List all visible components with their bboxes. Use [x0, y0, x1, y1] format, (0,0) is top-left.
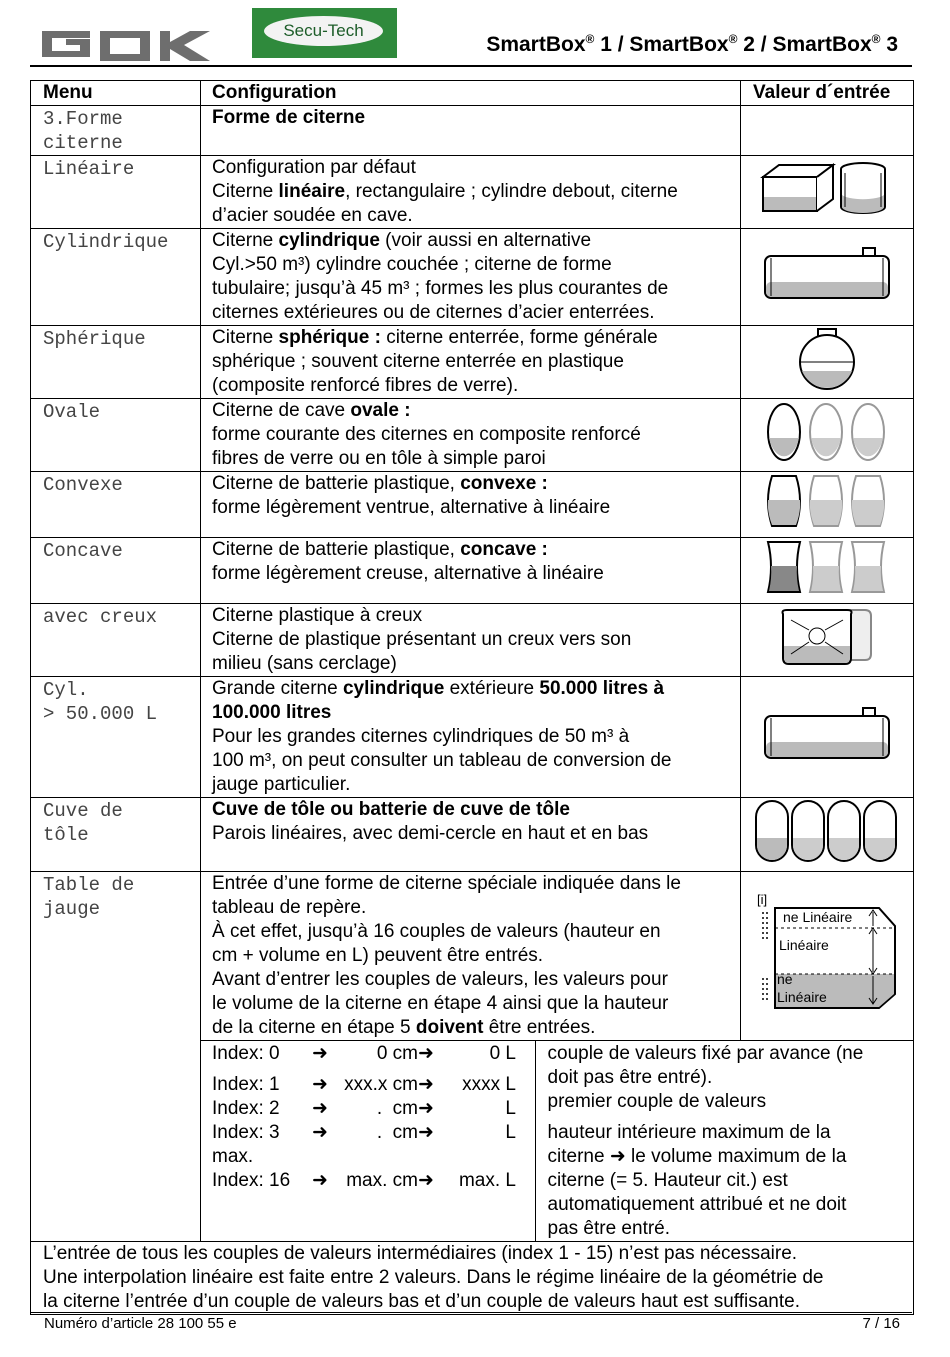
- table-row: [31, 399, 914, 472]
- secu-tech-logo: [252, 8, 397, 58]
- menu-cell: avec creux: [31, 604, 201, 677]
- secu-tech-logo-text: Secu-Tech: [264, 16, 383, 46]
- config-cell: Cuve de tôle ou batterie de cuve de tôle Parois linéaires, avec demi-cercle en haut et en bas: [201, 798, 741, 872]
- large-cylindrical-tank-icon: [757, 704, 897, 764]
- config-cell: Citerne de batterie plastique, convexe : forme légèrement ventrue, alternative à linéaire: [201, 472, 741, 538]
- value-cell: [741, 326, 914, 399]
- convex-tank-icon: [764, 472, 890, 530]
- value-cell: [741, 106, 914, 156]
- note-cell: L’entrée de tous les couples de valeurs intermédiaires (index 1 - 15) n’est pas nécessaire. Une interpolation linéaire est faite entre 2 valeurs. Dans le régime linéaire de la géométrie de la citerne l’entrée d’un couple de valeurs bas et d’un couple de valeurs haut est suffisante.: [31, 1242, 914, 1315]
- value-cell: [741, 156, 914, 229]
- table-row: [31, 798, 914, 872]
- gok-logo: [42, 27, 212, 61]
- index-entry: Index: 16 ➜ max. cm➜ max. L: [212, 1170, 516, 1191]
- config-cell: Citerne de batterie plastique, concave : forme légèrement creuse, alternative à linéaire: [201, 538, 741, 604]
- value-cell: [741, 472, 914, 538]
- index-entry: Index: 0 ➜ 0 cm➜ 0 L: [212, 1043, 516, 1064]
- svg-text:Linéaire: Linéaire: [777, 989, 827, 1005]
- index-list: [201, 1041, 535, 1241]
- config-cell: Grande citerne cylindrique extérieure 50.000 litres à 100.000 litres Pour les grandes citernes cylindriques de 50 m³ à 100 m³, on peut consulter un tableau de conversion de jauge particulier.: [201, 677, 741, 798]
- value-cell: [741, 798, 914, 872]
- info-icon: [i]: [757, 892, 768, 907]
- svg-text:ne: ne: [777, 971, 793, 987]
- menu-cell: Ovale: [31, 399, 201, 472]
- menu-cell: Sphérique: [31, 326, 201, 399]
- value-cell: [741, 872, 914, 1041]
- table-row: [31, 472, 914, 538]
- column-header-menu: Menu: [31, 81, 201, 106]
- config-cell: Configuration par défaut Citerne linéaire, rectangulaire ; cylindre debout, citerne d’acier soudée en cave.: [201, 156, 741, 229]
- table-row: [31, 538, 914, 604]
- concave-tank-icon: [764, 538, 890, 596]
- linear-tank-icon: [757, 159, 897, 219]
- table-row: [31, 677, 914, 798]
- footer-divider: [30, 1312, 912, 1313]
- article-number: Numéro d’article 28 100 55 e: [44, 1315, 237, 1332]
- oval-tank-icon: [764, 400, 890, 464]
- config-cell: Citerne plastique à creux Citerne de plastique présentant un creux vers son milieu (sans cerclage): [201, 604, 741, 677]
- table-row: [31, 156, 914, 229]
- menu-cell: Linéaire: [31, 156, 201, 229]
- page-number: 7 / 16: [862, 1315, 900, 1332]
- menu-cell: Cuve de tôle: [31, 798, 201, 872]
- index-entry: Index: 3 ➜ . cm➜ L: [212, 1122, 516, 1143]
- table-row: [31, 604, 914, 677]
- note-row: [31, 1242, 914, 1315]
- index-notes: couple de valeurs fixé par avance (ne doit pas être entré). premier couple de valeurs hauteur intérieure maximum de la citerne ➜ le volume maximum de la citerne (= 5. Hauteur cit.) est automatiquement attribué et ne doit pas être entré.: [547, 1043, 864, 1239]
- config-cell: Forme de citerne: [201, 106, 741, 156]
- gauge-index-table: [201, 1041, 913, 1241]
- configuration-table: [30, 80, 914, 1315]
- menu-cell: Cyl. > 50.000 L: [31, 677, 201, 798]
- menu-cell: Convexe: [31, 472, 201, 538]
- value-cell: [741, 399, 914, 472]
- page-header: [30, 5, 912, 67]
- index-entry: Index: 2 ➜ . cm➜ L: [212, 1098, 516, 1119]
- spherical-tank-icon: [792, 327, 862, 391]
- config-cell: Citerne sphérique : citerne enterrée, forme générale sphérique ; souvent citerne enterrée en plastique (composite renforcé fibres de verre).: [201, 326, 741, 399]
- cylindrical-tank-icon: [757, 244, 897, 304]
- document-title: SmartBox® 1 / SmartBox® 2 / SmartBox® 3: [486, 32, 898, 56]
- config-cell: Citerne cylindrique (voir aussi en alternative Cyl.>50 m³) cylindre couchée ; citerne de forme tubulaire; jusqu’à 45 m³ ; formes les plus courantes de citernes extérieures ou de citernes d’acier enterrées.: [201, 229, 741, 326]
- config-cell: Citerne de cave ovale : forme courante des citernes en composite renforcé fibres de verre ou en tôle à simple paroi: [201, 399, 741, 472]
- svg-text:ne Linéaire: ne Linéaire: [783, 909, 853, 925]
- value-cell: [741, 604, 914, 677]
- menu-cell: Cylindrique: [31, 229, 201, 326]
- table-row: [31, 229, 914, 326]
- index-entry: Index: 1 ➜ xxx.x cm➜ xxxx L: [212, 1074, 516, 1095]
- column-header-value: Valeur d´entrée: [741, 81, 914, 106]
- value-cell: [741, 229, 914, 326]
- gauge-table-diagram: [741, 890, 913, 1016]
- table-row: [31, 872, 914, 1041]
- svg-text:Linéaire: Linéaire: [779, 937, 829, 953]
- table-row: [31, 106, 914, 156]
- value-cell: [741, 677, 914, 798]
- config-cell: Entrée d’une forme de citerne spéciale indiquée dans le tableau de repère. À cet effet, jusqu’à 16 couples de valeurs (hauteur en cm + volume en L) peuvent être entrés. Avant d’entrer les couples de valeurs, les valeurs pour le volume de la citerne en étape 4 ainsi que la hauteur de la citerne en étape 5 doivent être entrées.: [201, 872, 741, 1041]
- table-header-row: [31, 81, 914, 106]
- column-header-configuration: Configuration: [201, 81, 741, 106]
- menu-cell: Table de jauge: [31, 872, 201, 1242]
- sheet-metal-tank-icon: [752, 798, 902, 864]
- menu-cell: 3.Forme citerne: [31, 106, 201, 156]
- table-row: [31, 326, 914, 399]
- value-cell: [741, 538, 914, 604]
- hollow-tank-icon: [777, 606, 877, 668]
- index-entry: max.: [212, 1146, 254, 1167]
- menu-cell: Concave: [31, 538, 201, 604]
- gauge-index-cell: [201, 1041, 914, 1242]
